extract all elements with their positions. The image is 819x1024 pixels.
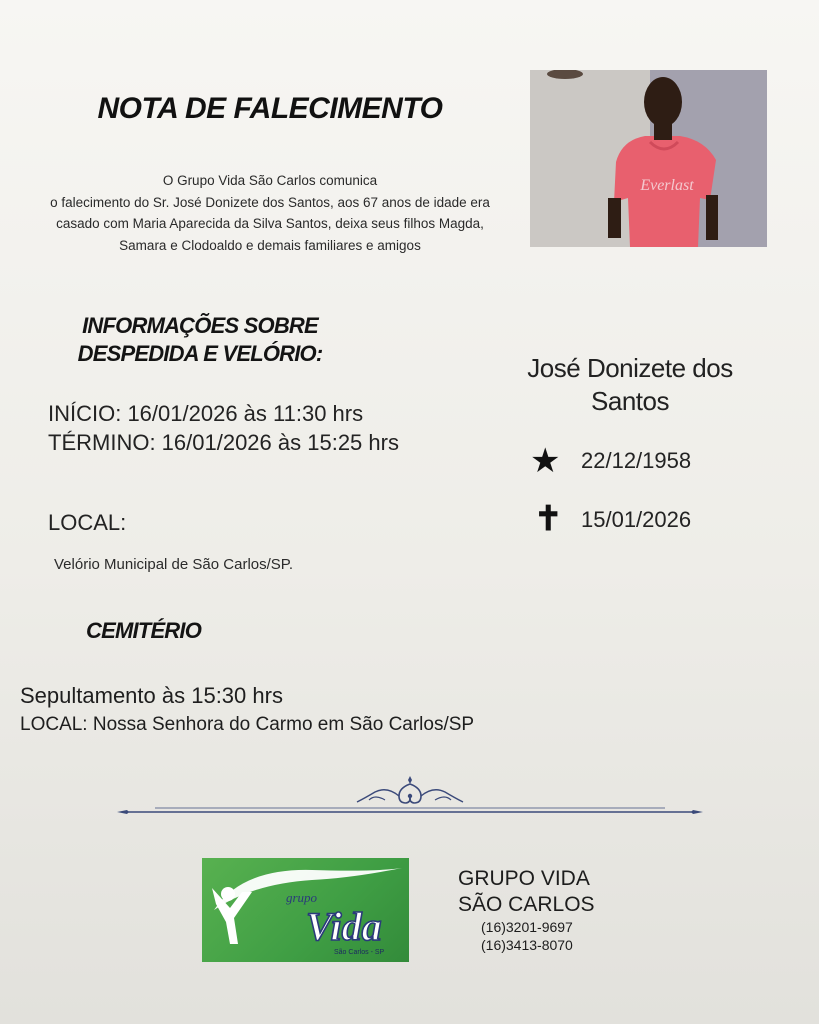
wake-local-label: LOCAL: — [48, 510, 127, 535]
notice-intro — [20, 170, 520, 256]
phone-number[interactable]: (16)3201-9697 — [481, 919, 573, 935]
logo-sub-text: São Carlos - SP — [334, 949, 385, 956]
cross-icon: ✝ — [534, 500, 563, 538]
company-name — [458, 866, 595, 918]
deceased-name — [520, 352, 740, 418]
wake-local-value: Velório Municipal de São Carlos/SP. — [54, 556, 294, 573]
intro-line: o falecimento do Sr. José Donizete dos Santos, aos 67 anos de idade era — [50, 194, 490, 210]
star-icon: ★ — [530, 442, 561, 480]
wake-start: INÍCIO: 16/01/2026 às 11:30 hrs — [48, 401, 364, 426]
portrait-illustration — [530, 70, 767, 247]
shirt-text: Everlast — [640, 177, 694, 194]
wake-heading-line: DESPEDIDA E VELÓRIO: — [77, 341, 323, 366]
wake-end: TÉRMINO: 16/01/2026 às 15:25 hrs — [48, 430, 399, 455]
logo-small-text: grupo — [286, 890, 318, 905]
wake-heading — [60, 312, 340, 368]
death-date: 15/01/2026 — [581, 507, 692, 532]
intro-line: Samara e Clodoaldo e demais familiares e amigos — [119, 237, 421, 253]
logo-big-text: Vida — [306, 904, 382, 949]
intro-line: casado com Maria Aparecida da Silva Santos, deixa seus filhos Magda, — [56, 216, 484, 231]
ornamental-divider — [115, 770, 705, 820]
cemetery-local: LOCAL: Nossa Senhora do Carmo em São Carlos/SP — [20, 714, 475, 735]
burial-time: Sepultamento às 15:30 hrs — [20, 683, 283, 708]
notice-title: NOTA DE FALECIMENTO — [97, 92, 443, 125]
name-line: José Donizete dos — [527, 353, 733, 383]
birth-date: 22/12/1958 — [581, 448, 692, 473]
company-phones — [481, 918, 573, 954]
wake-heading-line: INFORMAÇÕES SOBRE — [82, 313, 318, 338]
cemetery-heading: CEMITÉRIO — [86, 618, 202, 643]
ornament-icon — [115, 770, 705, 820]
intro-line: O Grupo Vida São Carlos comunica — [162, 173, 378, 188]
company-line: SÃO CARLOS — [458, 893, 595, 916]
deceased-photo — [530, 70, 767, 247]
phone-number[interactable]: (16)3413-8070 — [481, 937, 573, 953]
name-line: Santos — [591, 386, 669, 416]
company-line: GRUPO VIDA — [458, 867, 590, 890]
logo-graphic — [202, 858, 409, 962]
company-logo — [202, 858, 409, 962]
